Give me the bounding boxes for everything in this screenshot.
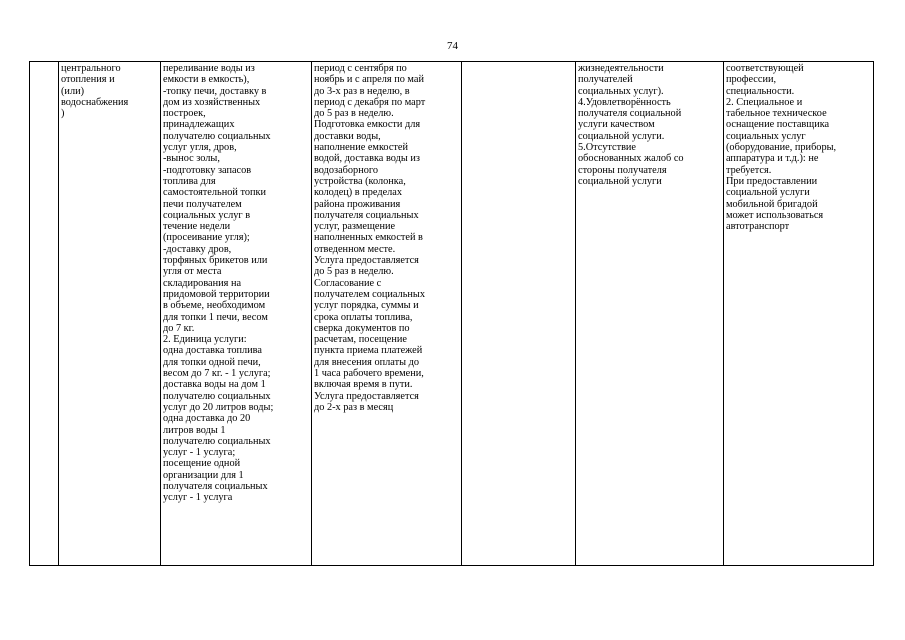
cell-text-line: для топки 1 печи, весом [163,311,268,323]
cell-text-line: построек, [163,108,206,120]
cell-text-line: (просеивание угля); [163,232,250,244]
cell-text-line: сверка документов по [314,322,410,334]
cell-text-line: переливание воды из [163,63,255,74]
cell-text-line: При предоставлении [726,175,818,187]
cell-text-line: Согласование с [314,277,382,289]
cell-text-line: социальной услуги [726,187,810,199]
cell-text-line: придомовой территории [163,288,270,300]
cell-text-line: 2. Специальное и [726,96,803,108]
cell-text-line: самостоятельной топки [163,187,266,199]
cell-text-line: -топку печи, доставку в [163,85,267,97]
cell-text-line: течение недели [163,221,231,233]
cell-text-line: дом из хозяйственных [163,96,261,108]
table-cell-conditions [724,62,874,565]
cell-text-line: может использоваться [726,209,824,221]
cell-text-line: услуг порядка, суммы и [314,300,419,312]
cell-text-line: до 7 кг. [163,322,195,334]
services-table [29,61,874,566]
cell-text-line: услуг, размещение [314,221,396,233]
cell-text-line: социальных услуг). [578,85,664,97]
cell-text-line: в объеме, необходимом [163,300,266,312]
cell-text-line: 4.Удовлетворённость [578,96,671,108]
cell-text-line: социальных услуг в [163,209,251,221]
cell-text-line: получателя социальной [578,108,682,120]
cell-text-line: услуг - 1 услуга [163,492,233,504]
cell-text-line: услуг до 20 литров воды; [163,401,274,413]
cell-text-line: до 3-х раз в неделю, в [314,85,410,97]
cell-text-line: -вынос золы, [163,153,220,165]
cell-text-line: одна доставка топлива [163,345,262,357]
cell-text-line: колодец) в пределах [314,187,403,199]
cell-text-line: срока оплаты топлива, [314,311,413,323]
cell-text-line: услуг угля, дров, [163,142,237,154]
cell-text-line: Услуга предоставляется [314,390,419,402]
cell-text-line: специальности. [726,85,795,97]
cell-text-line: мобильной бригадой [726,198,818,210]
cell-text-line: водоснабжения [61,96,129,108]
cell-text-line: оснащение поставщика [726,119,830,131]
cell-text-line: обоснованных жалоб со [578,153,684,165]
cell-text-line: водой, доставка воды из [314,153,420,165]
cell-text-line: ) [61,108,65,120]
cell-text-line: принадлежащих [163,119,235,131]
cell-text-line: устройства (колонка, [314,175,406,187]
cell-text-line: до 5 раз в неделю. [314,108,394,120]
cell-text-line: услуги качеством [578,119,655,131]
cell-text-line: для внесения оплаты до [314,356,419,368]
cell-text-line: получателю социальных [163,130,271,142]
cell-text-line: наполнение емкостей [314,142,408,154]
cell-text-line: торфяных брикетов или [163,255,268,267]
cell-text-line: печи получателем [163,198,242,210]
cell-text-line: организации для 1 [163,469,244,481]
cell-text-line: отведенном месте. [314,243,396,255]
cell-text-line: табельное техническое [726,108,827,120]
cell-text-line: (или) [61,85,85,97]
cell-text-line: 5.Отсутствие [578,142,637,154]
cell-text-line: автотранспорт [726,221,790,233]
cell-text-line: профессии, [726,74,777,86]
table-cell-service-description [161,62,312,565]
cell-text-line: -доставку дров, [163,243,232,255]
cell-text-line: угля от места [163,266,222,278]
cell-text-line: для топки одной печи, [163,356,261,368]
cell-text-line: соответствующей [726,63,804,74]
page-number: 74 [447,40,458,52]
cell-text-line: -подготовку запасов [163,164,252,176]
cell-text-line: 2. Единица услуги: [163,334,247,346]
cell-text-line: социальной услуги. [578,130,665,142]
cell-text-line: центрального [61,63,121,74]
cell-text-line: Услуга предоставляется [314,255,419,267]
cell-text-line: складирования на [163,277,242,289]
cell-text-line: получателя социальных [163,480,268,492]
cell-text-line: пункта приема платежей [314,345,423,357]
cell-text-line: топлива для [163,175,216,187]
table-cell-number [30,62,59,565]
cell-text-line: 1 часа рабочего времени, [314,368,424,380]
cell-text-line: до 5 раз в неделю. [314,266,394,278]
table-cell-quality-indicators [576,62,724,565]
cell-text-line: литров воды 1 [163,424,226,436]
cell-text-line: посещение одной [163,458,241,470]
cell-text-line: расчетам, посещение [314,334,407,346]
cell-text-line: социальных услуг [726,130,806,142]
cell-text-line: ноябрь и с апреля по май [314,74,424,86]
cell-text-line: емкости в емкость), [163,74,250,86]
cell-text-line: Подготовка емкости для [314,119,421,131]
table-cell-service-terms [312,62,462,565]
cell-text-line: отопления и [61,74,115,86]
cell-text-line: аппаратура и т.д.): не [726,153,819,165]
cell-text-line: наполненных емкостей в [314,232,423,244]
cell-text-line: жизнедеятельности [578,63,664,74]
cell-text-line: доставки воды, [314,130,381,142]
cell-text-line: период с сентября по [314,63,407,74]
cell-text-line: до 2-х раз в месяц [314,401,394,413]
cell-text-line: района проживания [314,198,401,210]
table-cell-tariff [462,62,576,565]
cell-text-line: получателю социальных [163,435,271,447]
cell-text-line: включая время в пути. [314,379,413,391]
cell-text-line: (оборудование, приборы, [726,142,837,154]
cell-text-line: услуг - 1 услуга; [163,447,236,459]
cell-text-line: доставка воды на дом 1 [163,379,266,391]
cell-text-line: период с декабря по март [314,96,426,108]
cell-text-line: одна доставка до 20 [163,413,251,425]
cell-text-line: получателю социальных [163,390,271,402]
cell-text-line: водозаборного [314,164,378,176]
cell-text-line: весом до 7 кг. - 1 услуга; [163,368,271,380]
cell-text-line: требуется. [726,164,772,176]
cell-text-line: получателем социальных [314,288,425,300]
cell-text-line: социальной услуги [578,175,662,187]
cell-text-line: стороны получателя [578,164,667,176]
table-cell-service-name [59,62,161,565]
cell-text-line: получателя социальных [314,209,419,221]
cell-text-line: получателей [578,74,633,86]
